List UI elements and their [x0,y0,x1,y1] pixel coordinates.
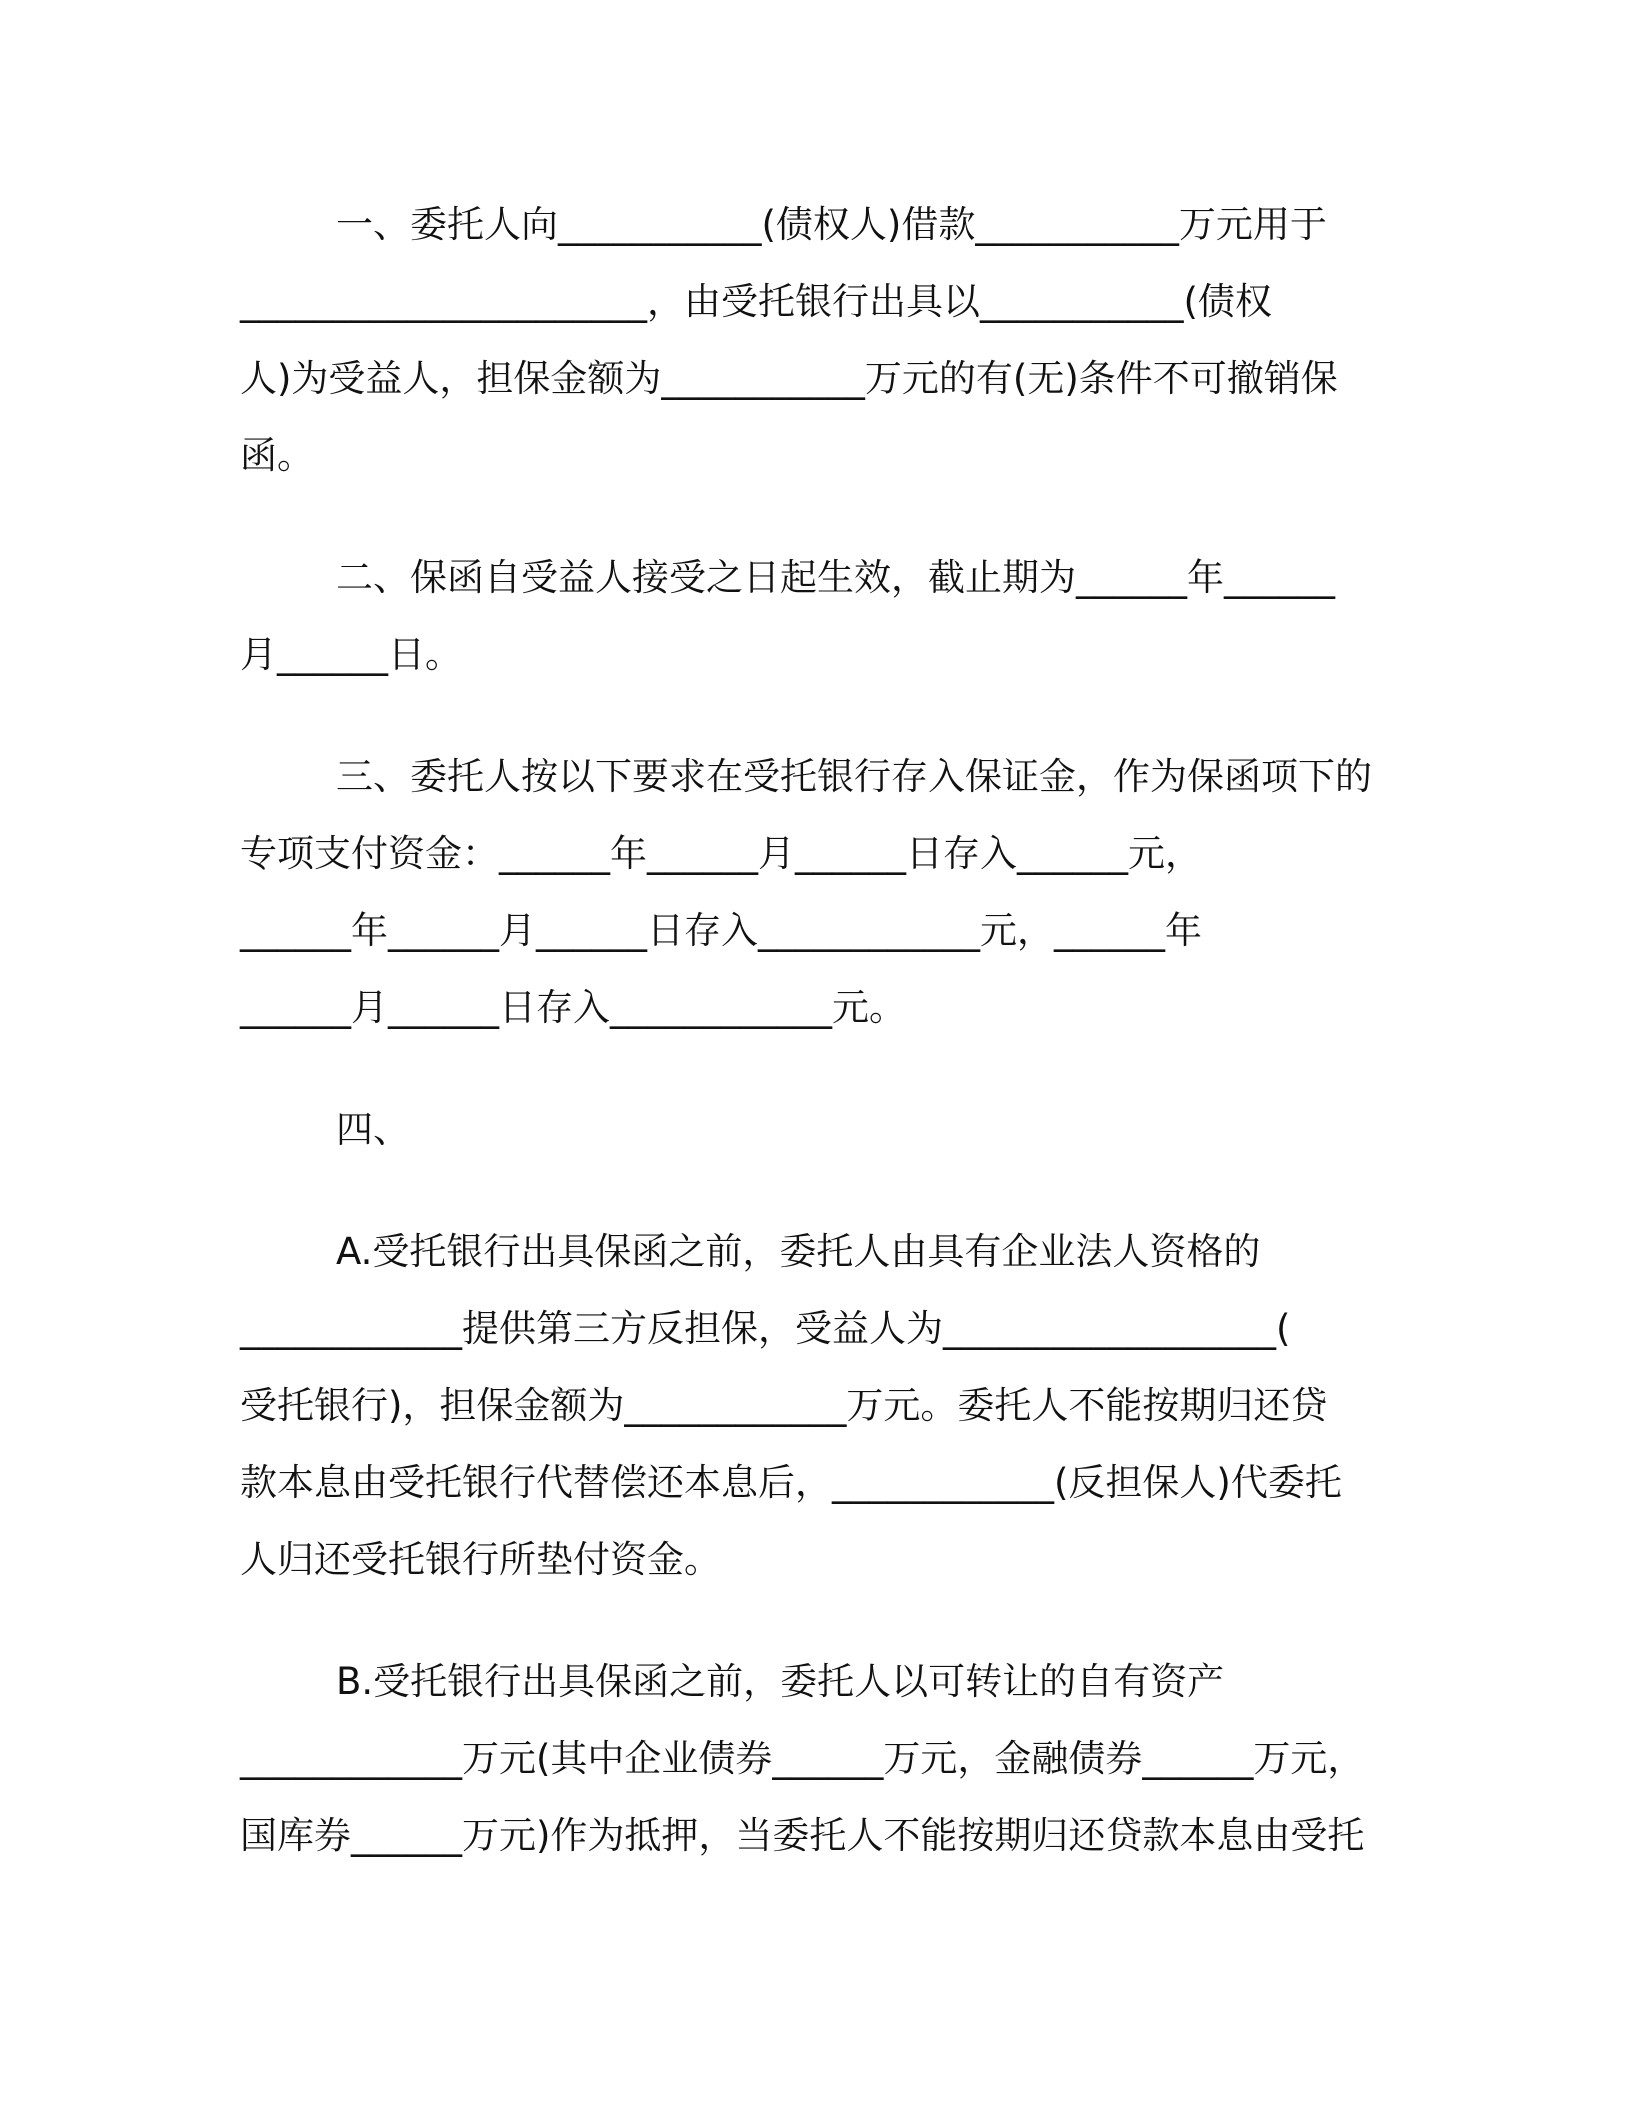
text-line: 款本息由受托银行代替偿还本息后，____________(反担保人)代委托 [240,1461,1342,1504]
text-line: ____________提供第三方反担保，受益人为__________________( [240,1307,1291,1350]
text-line: 三、委托人按以下要求在受托银行存入保证金，作为保函项下的 [336,755,1372,798]
text-line: ______________________，由受托银行出具以___________(债权 [240,280,1272,323]
clause-3-paragraph [240,738,1415,1046]
clause-1-paragraph [240,186,1415,494]
text-line: 国库券______万元)作为抵押，当委托人不能按期归还贷款本息由受托 [240,1814,1365,1857]
text-line: ____________万元(其中企业债券______万元，金融债券______万元， [240,1737,1365,1780]
text-line: ______月______日存入____________元。 [240,986,906,1029]
text-line: 人归还受托银行所垫付资金。 [240,1538,721,1581]
text-line: B.受托银行出具保函之前，委托人以可转让的自有资产 [336,1660,1225,1703]
text-line: 一、委托人向___________(债权人)借款___________万元用于 [336,203,1327,246]
document-body [240,186,1415,1874]
text-line: 二、保函自受益人接受之日起生效，截止期为______年______ [336,556,1335,599]
text-line: A.受托银行出具保函之前，委托人由具有企业法人资格的 [336,1230,1261,1273]
text-line: 专项支付资金：______年______月______日存入______元， [240,832,1202,875]
clause-4-heading [240,1091,1415,1168]
text-line: ______年______月______日存入____________元，______年 [240,909,1202,952]
text-line: 受托银行)，担保金额为____________万元。委托人不能按期归还贷 [240,1384,1328,1427]
clause-4b-paragraph [240,1643,1415,1874]
text-line: 四、 [336,1108,410,1151]
text-line: 月______日。 [240,633,462,676]
clause-4a-paragraph [240,1213,1415,1598]
clause-2-paragraph [240,539,1415,693]
text-line: 函。 [240,434,314,477]
text-line: 人)为受益人，担保金额为___________万元的有(无)条件不可撤销保 [240,357,1338,400]
